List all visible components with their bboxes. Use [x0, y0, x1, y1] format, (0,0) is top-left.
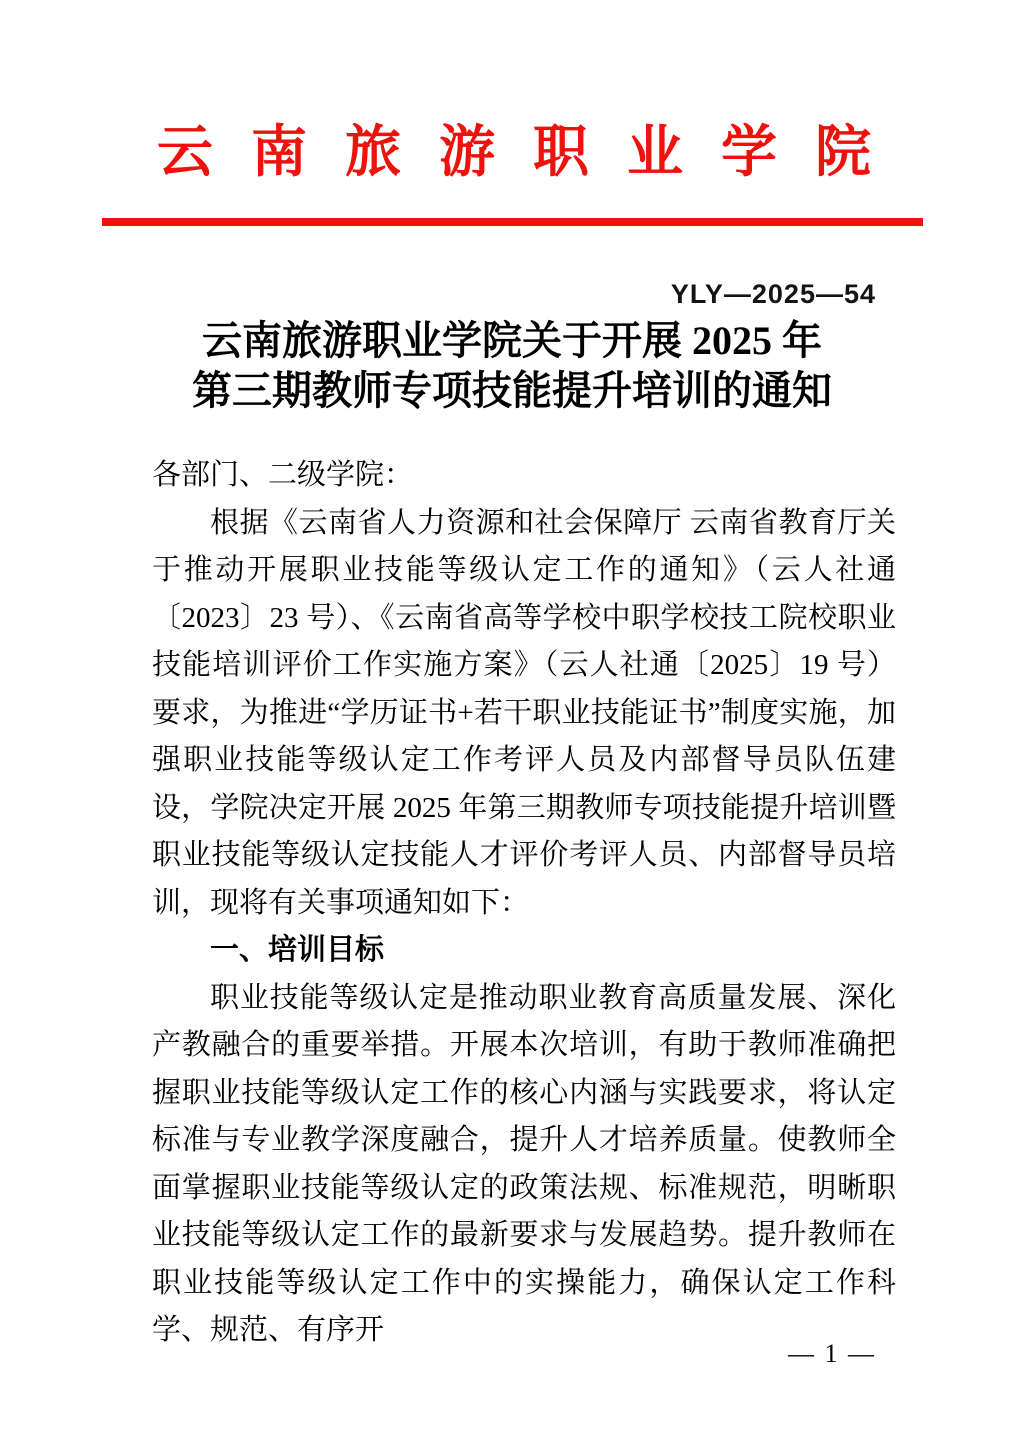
document-title [110, 316, 914, 416]
intro-paragraph: 根据《云南省人力资源和社会保障厅 云南省教育厅关于推动开展职业技能等级认定工作的通知》（云人社通〔2023〕23 号）、《云南省高等学校中职学校技工院校职业技能培训评价工作实施方案》（云人社通〔2025〕19 号）要求，为推进“学历证书+若干职业技能证书”制度实施，加强职业技能等级认定工作考评人员及内部督导员队伍建设，学院决定开展 2025 年第三期教师专项技能提升培训暨职业技能等级认定技能人才评价考评人员、内部督导员培训，现将有关事项通知如下： [152, 506, 896, 919]
section1-heading: 一、培训目标 [210, 934, 385, 966]
section1-paragraph: 职业技能等级认定是推动职业教育高质量发展、深化产教融合的重要举措。开展本次培训，有助于教师准确把握职业技能等级认定工作的核心内涵与实践要求，将认定标准与专业教学深度融合，提升人才培养质量。使教师全面掌握职业技能等级认定的政策法规、标准规范，明晰职业技能等级认定工作的最新要求与发展趋势。提升教师在职业技能等级认定工作中的实操能力，确保认定工作科学、规范、有序开 [152, 981, 896, 1346]
document-title-line2: 第三期教师专项技能提升培训的通知 [192, 368, 832, 413]
document-number: YLY—2025—54 [670, 279, 876, 309]
document-title-line1: 云南旅游职业学院关于开展 2025 年 [202, 318, 822, 363]
letterhead-divider-line [102, 218, 923, 226]
salutation: 各部门、二级学院： [152, 459, 414, 491]
page-number: — 1 — [788, 1339, 876, 1368]
document-body [152, 452, 896, 1355]
letterhead-institution-name: 云南旅游职业学院 [157, 122, 909, 184]
